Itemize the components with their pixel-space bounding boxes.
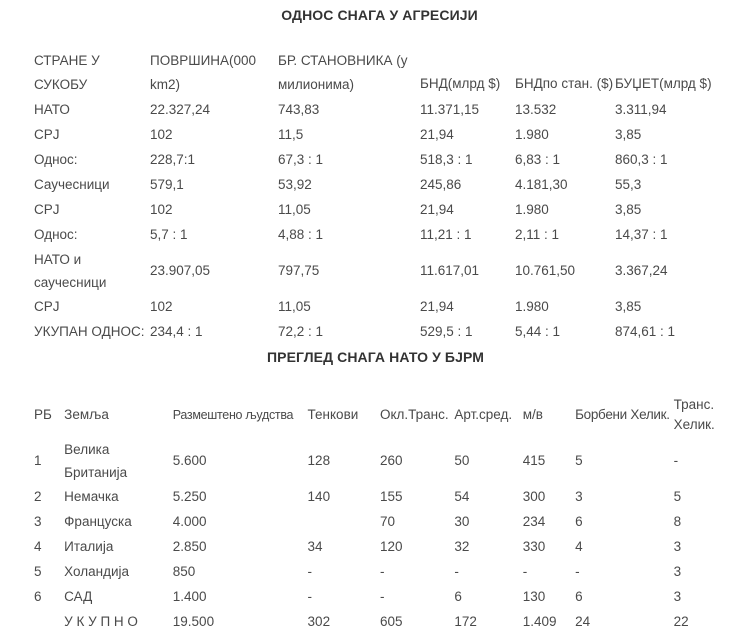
table-cell: 5.600 (172, 453, 207, 468)
table-cell: 30 (454, 514, 470, 529)
header-cell: РБ (34, 407, 52, 422)
table-cell: 1.980 (515, 127, 549, 142)
table-cell: - (454, 564, 459, 579)
table-cell: 14,37 : 1 (615, 227, 668, 242)
table-cell: 6 (575, 514, 583, 529)
table-cell: 300 (522, 489, 546, 504)
table-cell: Италија (64, 539, 114, 554)
table-cell: 4 (34, 539, 42, 554)
table-header-row (34, 49, 724, 97)
table-cell: 4.000 (172, 514, 207, 529)
table-cell: У К У П Н О (64, 614, 138, 629)
table-cell: 5 (575, 453, 583, 468)
table-cell: 4.181,30 (515, 177, 568, 192)
header-cell: БР. СТАНОВНИКА (у милионима) (278, 53, 408, 92)
table-cell: 4 (575, 539, 583, 554)
table-cell: 102 (150, 299, 173, 314)
table-cell: 5,7 : 1 (150, 227, 188, 242)
header-cell: Транс. Хелик. (673, 397, 715, 432)
table-cell: 10.761,50 (515, 263, 576, 278)
table-cell: 11,05 (278, 299, 311, 314)
table-cell: УКУПАН ОДНОС: (34, 324, 145, 339)
table-cell: - (307, 589, 313, 604)
table-cell: 3 (673, 589, 682, 604)
table-cell: 3 (673, 539, 682, 554)
table-cell: 6,83 : 1 (515, 152, 561, 167)
table-cell: 1.980 (515, 299, 549, 314)
table-cell: 21,94 (420, 299, 454, 314)
table-row (34, 484, 734, 509)
table-cell: 54 (454, 489, 470, 504)
table-row (34, 147, 724, 172)
table-cell: 2.850 (172, 539, 207, 554)
table-cell: 102 (150, 202, 173, 217)
table-cell: 518,3 : 1 (420, 152, 473, 167)
header-cell: м/в (522, 407, 543, 422)
table-cell: Саучесници (34, 177, 110, 192)
table-cell: 8 (673, 514, 682, 529)
header-cell: БНДпо стан. ($) (515, 76, 614, 91)
table-cell: 234,4 : 1 (150, 324, 203, 339)
table-cell: 3,85 (615, 127, 642, 142)
table-cell: 5,44 : 1 (515, 324, 561, 339)
header-cell: ПОВРШИНА(000 km2) (150, 53, 257, 92)
header-cell: СТРАНЕ У СУКОБУ (34, 53, 100, 92)
table-cell: 34 (307, 539, 323, 554)
table-cell: 260 (379, 453, 403, 468)
table-cell: НАТО и саучесници (34, 251, 107, 290)
table-row (34, 122, 724, 147)
table-cell: 19.500 (172, 614, 215, 629)
table-row (34, 534, 734, 559)
header-cell: БНД(млрд $) (420, 76, 501, 91)
table-cell: 53,92 (278, 177, 312, 192)
table-cell: 579,1 (150, 177, 184, 192)
table-cell: - (575, 564, 580, 579)
table-cell: - (379, 564, 385, 579)
table-row (34, 197, 724, 222)
table-cell: СРЈ (34, 202, 60, 217)
table-cell: - (673, 453, 679, 468)
table-cell: 22 (673, 614, 689, 629)
table-cell: СРЈ (34, 299, 60, 314)
table-cell: - (522, 564, 528, 579)
table-cell: 172 (454, 614, 477, 629)
table-cell: 140 (307, 489, 331, 504)
table-cell: 102 (150, 127, 173, 142)
table-cell: 860,3 : 1 (615, 152, 668, 167)
table-cell: 21,94 (420, 127, 454, 142)
table-cell: 3.311,94 (615, 102, 667, 117)
table-cell: Велика Британија (64, 441, 128, 480)
table-cell: 50 (454, 453, 470, 468)
table-cell (308, 509, 380, 534)
table-cell: 415 (522, 453, 546, 468)
header-cell: Земља (64, 407, 109, 422)
table-cell: 70 (379, 514, 395, 529)
table-cell: Холандија (64, 564, 130, 579)
table-cell: 22.327,24 (150, 102, 211, 117)
table-cell: 1 (34, 453, 42, 468)
table-cell: 4,88 : 1 (278, 227, 324, 242)
header-cell: Тенкови (307, 407, 359, 422)
table-row (34, 609, 734, 634)
table-cell: 5.250 (172, 489, 207, 504)
table-cell: Немачка (64, 489, 119, 504)
table-cell: 234 (522, 514, 546, 529)
table-cell: 21,94 (420, 202, 454, 217)
table-cell: 245,86 (420, 177, 462, 192)
nato-forces-table (34, 393, 734, 634)
table-cell: 3,85 (615, 299, 642, 314)
header-cell: БУЏЕТ(млрд $) (615, 76, 712, 91)
table-cell: СРЈ (34, 127, 60, 142)
table2-title: ПРЕГЛЕД СНАГА НАТО У БЈРМ (266, 349, 484, 365)
table-cell: 55,3 (615, 177, 642, 192)
table-row (34, 294, 724, 319)
table-cell: 743,83 (278, 102, 320, 117)
table-cell: 1.409 (522, 614, 557, 629)
table-cell: - (379, 589, 385, 604)
table-cell: 6 (34, 589, 42, 604)
table-cell: 11,05 (278, 202, 311, 217)
table-cell: 32 (454, 539, 470, 554)
table-cell: 13.532 (515, 102, 557, 117)
table-row (34, 222, 724, 247)
table-row (34, 247, 724, 294)
table-cell: 6 (575, 589, 583, 604)
table-cell: 155 (379, 489, 403, 504)
table-cell: Француска (64, 514, 132, 529)
table-cell: 11.371,15 (420, 102, 480, 117)
table-cell: 330 (522, 539, 546, 554)
table-cell: 3 (575, 489, 583, 504)
table-row (34, 97, 724, 122)
table-header-row (34, 393, 734, 437)
table-cell: 120 (379, 539, 403, 554)
table-cell: 67,3 : 1 (278, 152, 324, 167)
table-row (34, 509, 734, 534)
table-row (34, 172, 724, 197)
table-cell: Однос: (34, 152, 78, 167)
table-cell: 529,5 : 1 (420, 324, 473, 339)
table-cell: 11,5 (278, 127, 304, 142)
table-cell: 2 (34, 489, 42, 504)
table-cell: 874,61 : 1 (615, 324, 676, 339)
table-cell: 3 (34, 514, 42, 529)
header-cell: Окл.Транс. (379, 407, 449, 422)
table-row (34, 319, 724, 344)
table-cell: 128 (307, 453, 331, 468)
forces-ratio-table (34, 49, 724, 344)
table-cell: 605 (379, 614, 403, 629)
table-cell: - (307, 564, 313, 579)
table-row (34, 584, 734, 609)
table-cell: 2,11 : 1 (515, 227, 560, 242)
table-cell (34, 609, 64, 634)
table-cell: 6 (454, 589, 462, 604)
table-cell: 1.400 (172, 589, 207, 604)
table-cell: 130 (522, 589, 546, 604)
table-cell: 3 (673, 564, 682, 579)
table-cell: 11,21 : 1 (420, 227, 472, 242)
table-cell: 797,75 (278, 263, 320, 278)
table-cell: 23.907,05 (150, 263, 211, 278)
table-row (34, 559, 734, 584)
table-cell: Однос: (34, 227, 78, 242)
table-row (34, 437, 734, 484)
table-cell: 72,2 : 1 (278, 324, 324, 339)
header-cell: Борбени Хелик. (575, 407, 670, 422)
table-cell: 5 (34, 564, 42, 579)
header-cell: Размештено људства (172, 408, 294, 422)
table-cell: 302 (307, 614, 331, 629)
table-cell: 5 (673, 489, 682, 504)
table-cell: 850 (172, 564, 196, 579)
table-cell: 3.367,24 (615, 263, 668, 278)
table-cell: САД (64, 589, 93, 604)
table-cell: 1.980 (515, 202, 549, 217)
table-cell: 228,7:1 (150, 152, 196, 167)
table-cell: 11.617,01 (420, 263, 480, 278)
table-cell: 3,85 (615, 202, 642, 217)
table-cell: 24 (575, 614, 591, 629)
table-cell: НАТО (34, 102, 70, 117)
table1-title: ОДНОС СНАГА У АГРЕСИЈИ (281, 7, 478, 23)
header-cell: Арт.сред. (454, 407, 513, 422)
